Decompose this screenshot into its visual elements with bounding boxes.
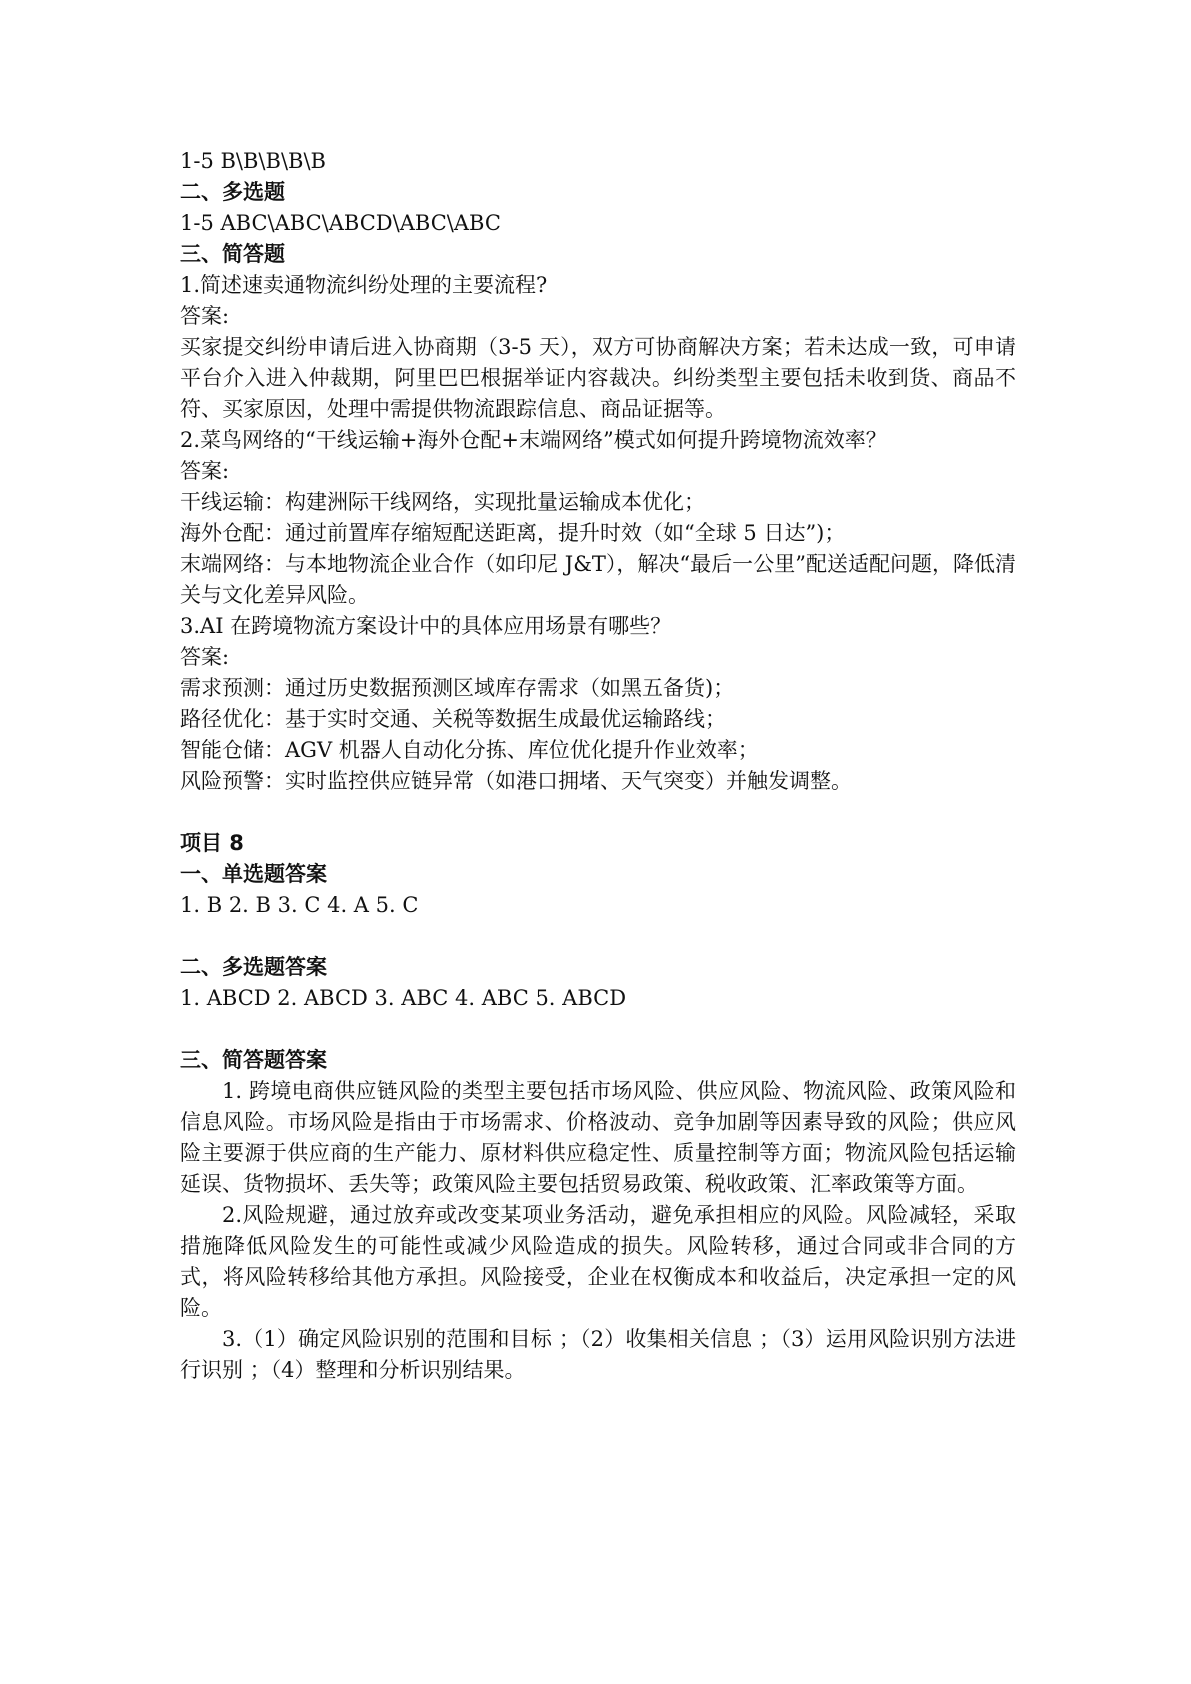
project-8-single-answers: 1. B 2. B 3. C 4. A 5. C [180,893,419,917]
answer-3-line-3: 智能仓储：AGV 机器人自动化分拣、库位优化提升作业效率； [180,738,759,762]
question-3: 3.AI 在跨境物流方案设计中的具体应用场景有哪些？ [180,614,672,638]
project-8-single-heading: 一、单选题答案 [180,862,327,886]
answer-label-1: 答案: [180,304,230,328]
multi-choice-answers: 1-5 ABC\ABC\ABCD\ABC\ABC [180,211,501,235]
answer-3-line-4: 风险预警：实时监控供应链异常（如港口拥堵、天气突变）并触发调整。 [180,769,852,793]
answer-2-line-2: 海外仓配：通过前置库存缩短配送距离，提升时效（如“全球 5 日达”)； [180,521,846,545]
project-8-short-heading: 三、简答题答案 [180,1048,327,1072]
answer-label-2: 答案: [180,459,230,483]
single-choice-answers: 1-5 B\B\B\B\B [180,149,326,173]
spacer [180,921,1016,952]
project-8-multi-answers: 1. ABCD 2. ABCD 3. ABC 4. ABC 5. ABCD [180,986,627,1010]
multi-choice-heading: 二、多选题 [180,180,285,204]
document-body [180,146,1016,1386]
short-answer-heading: 三、简答题 [180,242,285,266]
project-8-multi-heading: 二、多选题答案 [180,955,327,979]
answer-3-line-1: 需求预测：通过历史数据预测区域库存需求（如黑五备货)； [180,676,735,700]
project-8-answer-3: 3.（1）确定风险识别的范围和目标 ；（2）收集相关信息 ；（3）运用风险识别方法进行识别 ；（4）整理和分析识别结果。 [180,1327,1016,1382]
question-1: 1.简述速卖通物流纠纷处理的主要流程? [180,273,548,297]
answer-1-text: 买家提交纠纷申请后进入协商期（3-5 天），双方可协商解决方案；若未达成一致，可申请平台介入进入仲裁期，阿里巴巴根据举证内容裁决。纠纷类型主要包括未收到货、商品不符、买家原因，处理中需提供物流跟踪信息、商品证据等。 [180,335,1016,421]
answer-3-line-2: 路径优化：基于实时交通、关税等数据生成最优运输路线； [180,707,726,731]
project-8-title: 项目 8 [180,831,244,855]
answer-label-3: 答案: [180,645,230,669]
question-2: 2.菜鸟网络的“干线运输+海外仓配+末端网络”模式如何提升跨境物流效率？ [180,428,887,452]
spacer [180,797,1016,828]
answer-2-line-3: 末端网络：与本地物流企业合作（如印尼 J&T），解决“最后一公里”配送适配问题，降低清关与文化差异风险。 [180,552,1016,607]
project-8-answer-1: 1. 跨境电商供应链风险的类型主要包括市场风险、供应风险、物流风险、政策风险和信息风险。市场风险是指由于市场需求、价格波动、竞争加剧等因素导致的风险；供应风险主要源于供应商的生产能力、原材料供应稳定性、质量控制等方面；物流风险包括运输延误、货物损坏、丢失等；政策风险主要包括贸易政策、税收政策、汇率政策等方面。 [180,1079,1016,1196]
spacer [180,1014,1016,1045]
answer-2-line-1: 干线运输：构建洲际干线网络，实现批量运输成本优化； [180,490,705,514]
project-8-answer-2: 2.风险规避，通过放弃或改变某项业务活动，避免承担相应的风险。风险减轻，采取措施降低风险发生的可能性或减少风险造成的损失。风险转移，通过合同或非合同的方式，将风险转移给其他方承担。风险接受，企业在权衡成本和收益后，决定承担一定的风险。 [180,1203,1016,1320]
